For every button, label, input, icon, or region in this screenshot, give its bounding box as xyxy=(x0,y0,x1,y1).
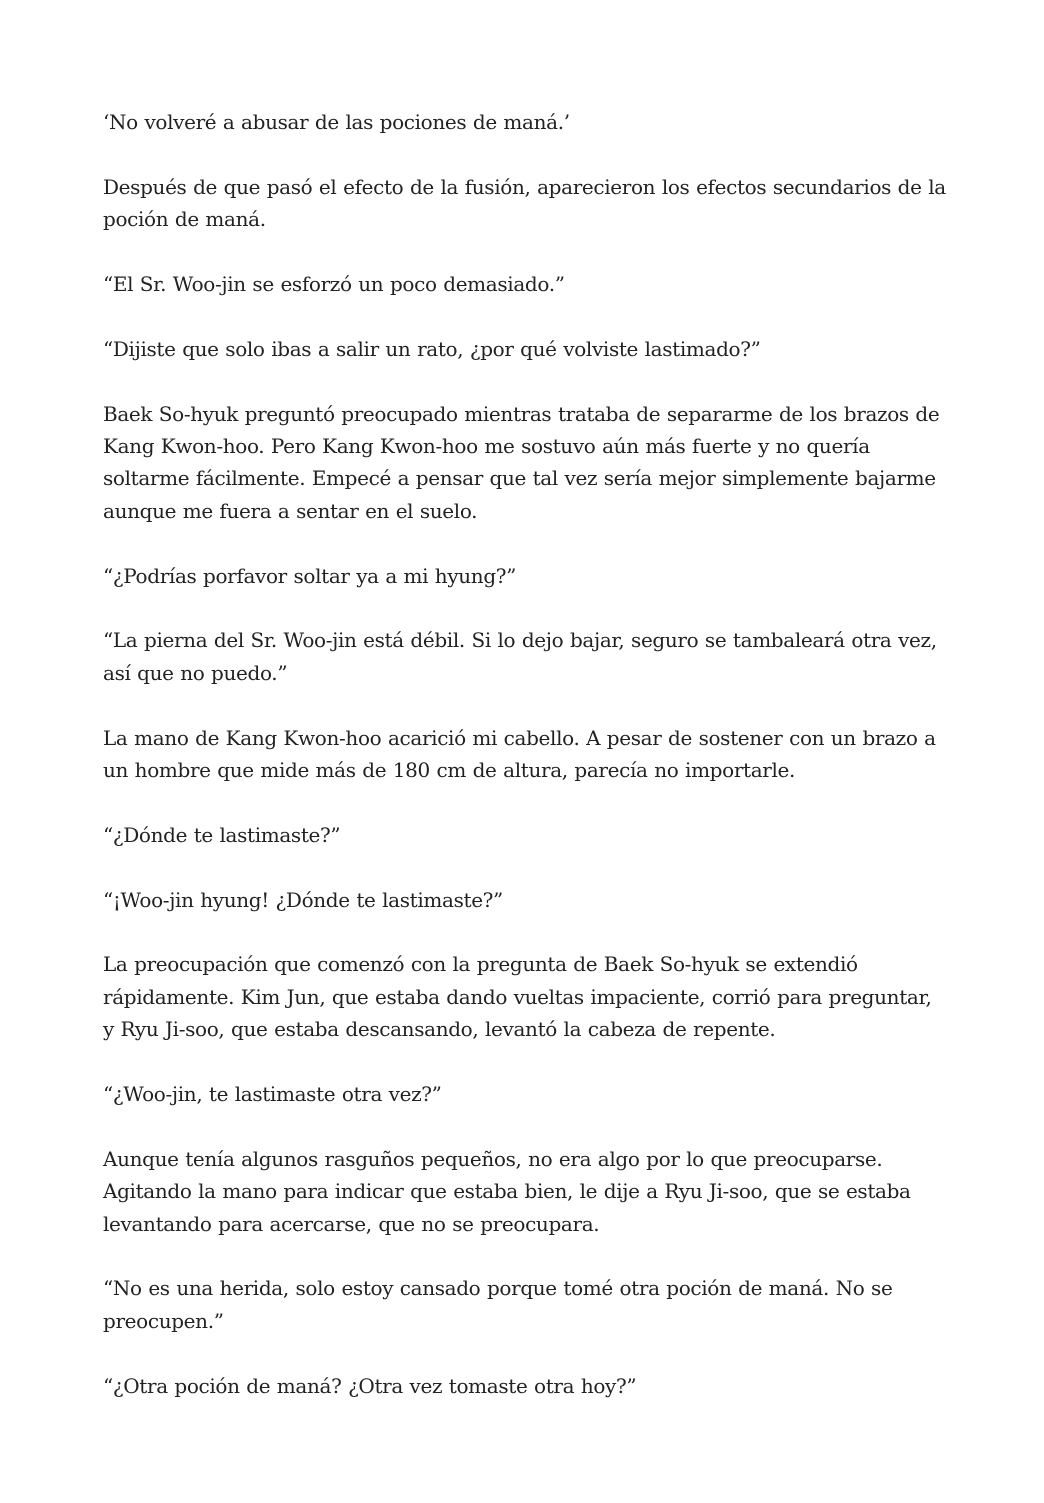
paragraph-1: ‘No volveré a abusar de las pociones de maná.’ xyxy=(103,110,570,134)
paragraph-7: “La pierna del Sr. Woo-jin está débil. Si lo dejo bajar, seguro se tambaleará otra vez, así que no puedo.” xyxy=(103,628,937,685)
paragraph-8: La mano de Kang Kwon-hoo acarició mi cabello. A pesar de sostener con un brazo a un hombre que mide más de 180 cm de altura, parecía no importarle. xyxy=(103,725,936,783)
paragraph-6: “¿Podrías porfavor soltar ya a mi hyung?” xyxy=(103,563,517,588)
paragraph-3: “El Sr. Woo-jin se esforzó un poco demasiado.” xyxy=(103,272,565,296)
paragraph-12: “¿Woo-jin, te lastimaste otra vez?” xyxy=(103,1082,442,1107)
paragraph-15: “¿Otra poción de maná? ¿Otra vez tomaste otra hoy?” xyxy=(103,1373,637,1398)
paragraph-2: Después de que pasó el efecto de la fusión, aparecieron los efectos secundarios de la poción de maná. xyxy=(103,174,946,232)
paragraph-11: La preocupación que comenzó con la pregunta de Baek So-hyuk se extendió rápidamente. Kim Jun, que estaba dando vueltas impaciente, corrió para preguntar, y Ryu Ji-soo, que estaba descansando, levantó la cabeza de repente. xyxy=(103,952,932,1042)
paragraph-9: “¿Dónde te lastimaste?” xyxy=(103,822,341,847)
paragraph-5: Baek So-hyuk preguntó preocupado mientras trataba de separarme de los brazos de Kang Kwon-hoo. Pero Kang Kwon-hoo me sostuvo aún más fuerte y no quería soltarme fácilmente. Empecé a pensar que tal vez sería mejor simplemente bajarme aunque me fuera a sentar en el suelo. xyxy=(103,401,940,523)
paragraph-10: “¡Woo-jin hyung! ¿Dónde te lastimaste?” xyxy=(103,887,503,912)
paragraph-13: Aunque tenía algunos rasguños pequeños, no era algo por lo que preocuparse. Agitando la mano para indicar que estaba bien, le dije a Ryu Ji-soo, que se estaba levantando para acercarse, que no se preocupara. xyxy=(103,1146,911,1236)
paragraph-14: “No es una herida, solo estoy cansado porque tomé otra poción de maná. No se preocupen.” xyxy=(103,1276,893,1333)
paragraph-4: “Dijiste que solo ibas a salir un rato, ¿por qué volviste lastimado?” xyxy=(103,336,761,361)
